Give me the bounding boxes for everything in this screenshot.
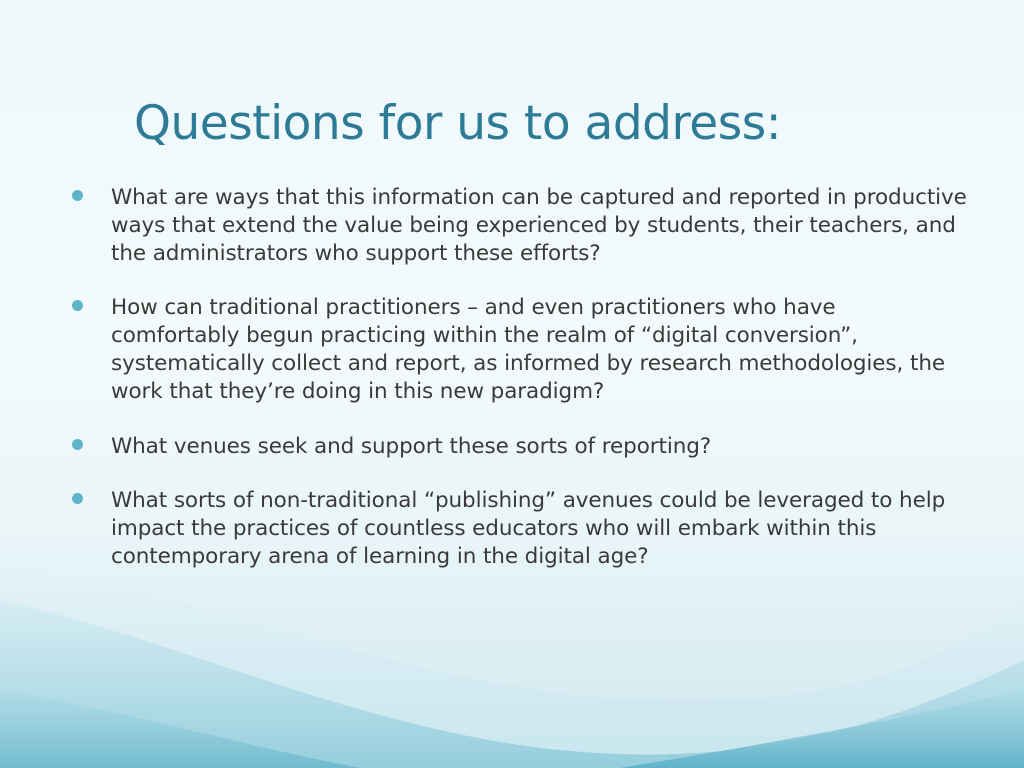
bullet-dot-icon (72, 190, 83, 201)
bullet-item (70, 184, 970, 267)
bullet-text: What sorts of non-traditional “publishing” avenues could be leveraged to help impact the practices of countless educators who will embark within this contemporary arena of learning in the digital age? (111, 488, 946, 569)
bullet-text: What venues seek and support these sorts of reporting? (111, 433, 712, 459)
bullet-text: What are ways that this information can be captured and reported in productive ways that extend the value being experienced by students, their teachers, and the administrators who support these efforts? (111, 185, 967, 266)
bullet-text: How can traditional practitioners – and even practitioners who have comfortably begun practicing within the realm of “digital conversion”, systematically collect and report, as informed by research methodologies, the work that they’re doing in this new paradigm? (111, 295, 945, 404)
slide-title: Questions for us to address: (134, 96, 782, 151)
bullet-item (70, 433, 970, 461)
bullet-dot-icon (72, 493, 83, 504)
bullet-dot-icon (72, 300, 83, 311)
bullet-list (70, 184, 970, 598)
bullet-dot-icon (72, 439, 83, 450)
bullet-item (70, 294, 970, 405)
bullet-item (70, 487, 970, 570)
